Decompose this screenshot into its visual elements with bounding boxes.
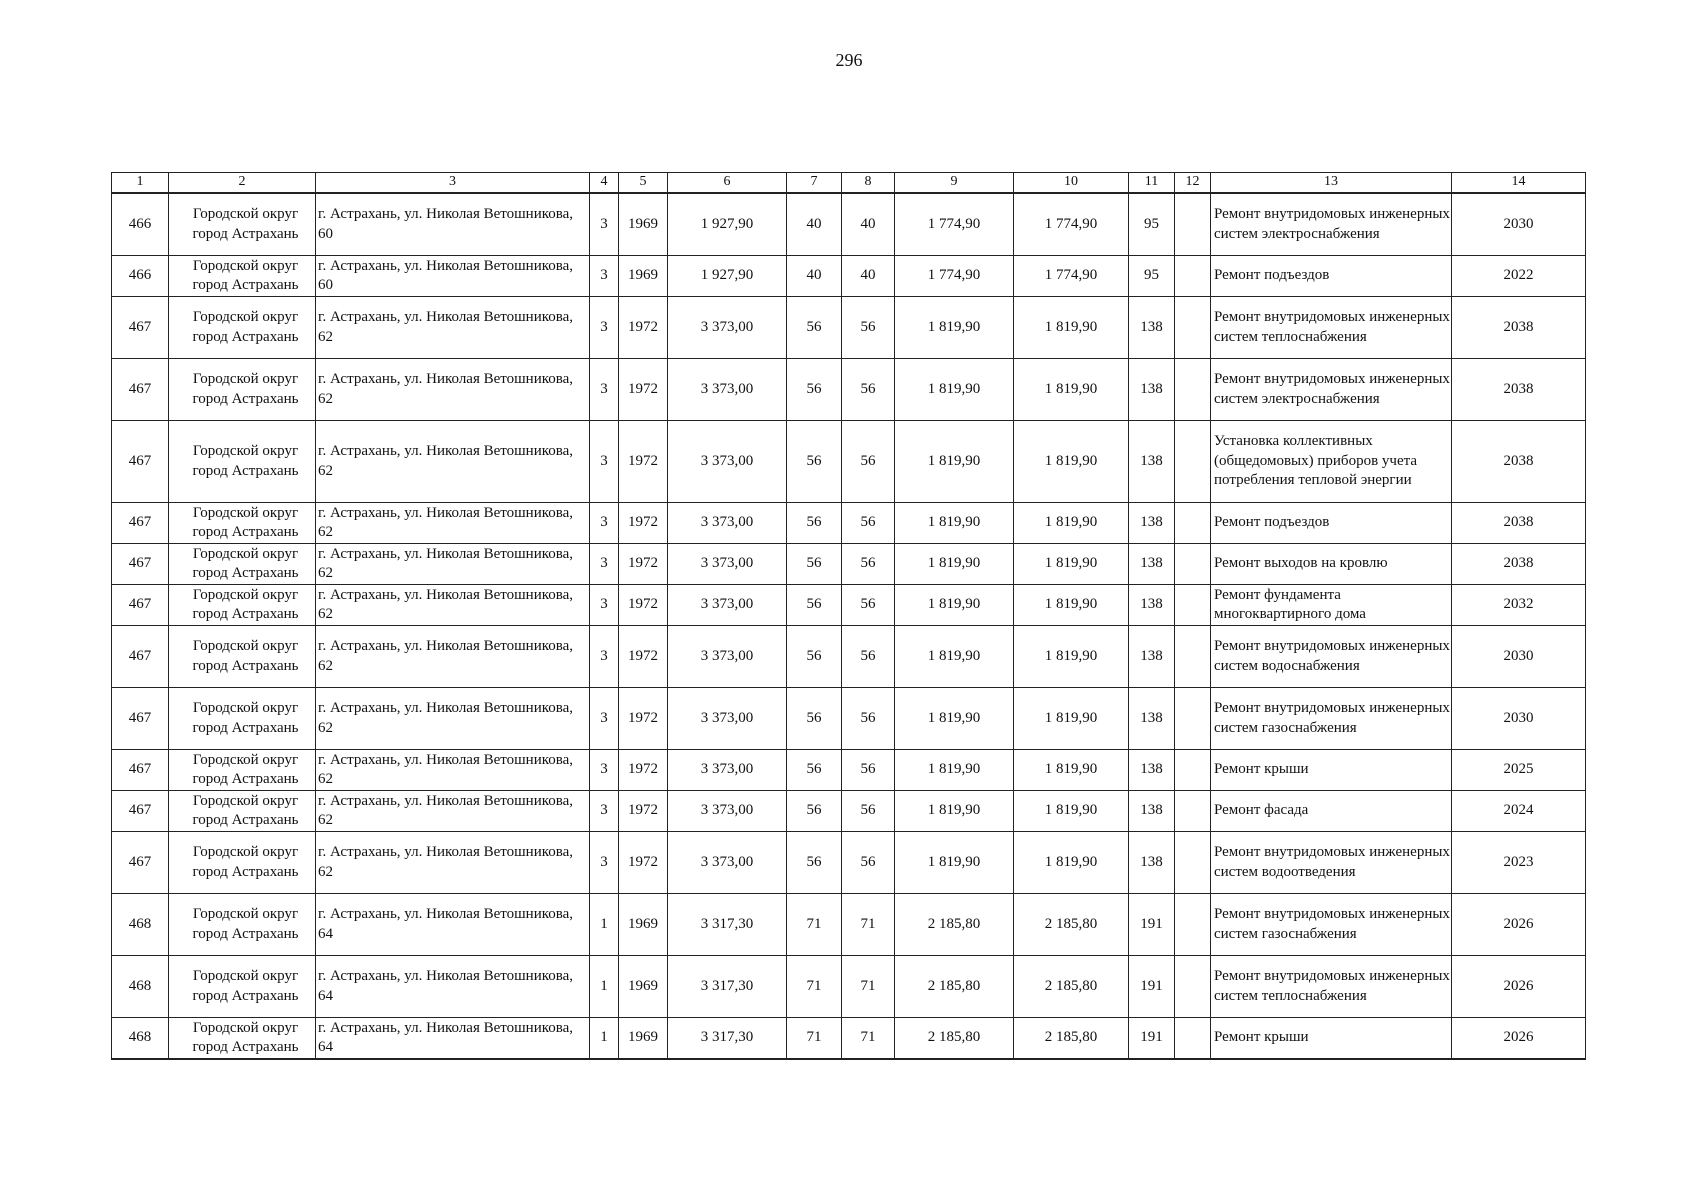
col10-cell: 1 819,90 <box>1014 585 1129 626</box>
column-header: 9 <box>895 173 1014 194</box>
col7-cell: 56 <box>787 585 842 626</box>
col10-cell: 1 819,90 <box>1014 832 1129 894</box>
row-number: 467 <box>112 544 169 585</box>
municipality-cell: Городской округ город Астрахань <box>169 750 316 791</box>
col10-cell: 2 185,80 <box>1014 956 1129 1018</box>
total-area-cell: 3 373,00 <box>668 688 787 750</box>
total-area-cell: 3 373,00 <box>668 421 787 503</box>
planned-year-cell: 2030 <box>1452 688 1586 750</box>
planned-year-cell: 2030 <box>1452 626 1586 688</box>
col10-cell: 2 185,80 <box>1014 1018 1129 1060</box>
total-area-cell: 3 373,00 <box>668 832 787 894</box>
work-type-cell: Ремонт крыши <box>1211 1018 1452 1060</box>
col11-cell: 138 <box>1129 688 1175 750</box>
col9-cell: 1 819,90 <box>895 421 1014 503</box>
planned-year-cell: 2038 <box>1452 503 1586 544</box>
address-cell: г. Астрахань, ул. Николая Ветошникова, 62 <box>316 421 590 503</box>
housing-repair-table <box>111 172 1586 1060</box>
column-header: 4 <box>590 173 619 194</box>
work-type-cell: Ремонт подъездов <box>1211 256 1452 297</box>
col12-cell <box>1175 956 1211 1018</box>
address-cell: г. Астрахань, ул. Николая Ветошникова, 64 <box>316 956 590 1018</box>
total-area-cell: 3 373,00 <box>668 626 787 688</box>
floors-cell: 3 <box>590 359 619 421</box>
work-type-cell: Ремонт фасада <box>1211 791 1452 832</box>
col12-cell <box>1175 688 1211 750</box>
floors-cell: 3 <box>590 193 619 256</box>
column-header: 2 <box>169 173 316 194</box>
column-header: 7 <box>787 173 842 194</box>
col12-cell <box>1175 894 1211 956</box>
year-cell: 1972 <box>619 585 668 626</box>
column-header: 3 <box>316 173 590 194</box>
year-cell: 1969 <box>619 256 668 297</box>
year-cell: 1972 <box>619 421 668 503</box>
col11-cell: 191 <box>1129 894 1175 956</box>
col10-cell: 1 819,90 <box>1014 544 1129 585</box>
col8-cell: 71 <box>842 894 895 956</box>
work-type-cell: Ремонт фундамента многоквартирного дома <box>1211 585 1452 626</box>
year-cell: 1969 <box>619 1018 668 1060</box>
table-row <box>112 832 1586 894</box>
row-number: 467 <box>112 750 169 791</box>
table-row <box>112 688 1586 750</box>
municipality-cell: Городской округ город Астрахань <box>169 1018 316 1060</box>
work-type-cell: Установка коллективных (общедомовых) приборов учета потребления тепловой энергии <box>1211 421 1452 503</box>
col10-cell: 1 774,90 <box>1014 193 1129 256</box>
year-cell: 1972 <box>619 297 668 359</box>
col12-cell <box>1175 256 1211 297</box>
planned-year-cell: 2026 <box>1452 956 1586 1018</box>
work-type-cell: Ремонт внутридомовых инженерных систем теплоснабжения <box>1211 956 1452 1018</box>
floors-cell: 3 <box>590 421 619 503</box>
total-area-cell: 3 373,00 <box>668 791 787 832</box>
year-cell: 1969 <box>619 956 668 1018</box>
table-row <box>112 297 1586 359</box>
planned-year-cell: 2032 <box>1452 585 1586 626</box>
col10-cell: 1 819,90 <box>1014 688 1129 750</box>
col9-cell: 1 819,90 <box>895 503 1014 544</box>
column-number-row <box>112 173 1586 194</box>
planned-year-cell: 2024 <box>1452 791 1586 832</box>
total-area-cell: 3 317,30 <box>668 1018 787 1060</box>
table-row <box>112 256 1586 297</box>
col12-cell <box>1175 544 1211 585</box>
col7-cell: 71 <box>787 1018 842 1060</box>
col7-cell: 56 <box>787 626 842 688</box>
municipality-cell: Городской округ город Астрахань <box>169 503 316 544</box>
planned-year-cell: 2026 <box>1452 1018 1586 1060</box>
work-type-cell: Ремонт внутридомовых инженерных систем газоснабжения <box>1211 688 1452 750</box>
planned-year-cell: 2038 <box>1452 297 1586 359</box>
floors-cell: 3 <box>590 544 619 585</box>
year-cell: 1972 <box>619 688 668 750</box>
col7-cell: 71 <box>787 894 842 956</box>
col8-cell: 56 <box>842 503 895 544</box>
row-number: 466 <box>112 193 169 256</box>
col10-cell: 1 819,90 <box>1014 359 1129 421</box>
row-number: 467 <box>112 585 169 626</box>
col12-cell <box>1175 1018 1211 1060</box>
address-cell: г. Астрахань, ул. Николая Ветошникова, 62 <box>316 750 590 791</box>
col7-cell: 56 <box>787 359 842 421</box>
table-row <box>112 791 1586 832</box>
col12-cell <box>1175 503 1211 544</box>
column-header: 5 <box>619 173 668 194</box>
work-type-cell: Ремонт крыши <box>1211 750 1452 791</box>
col9-cell: 1 819,90 <box>895 832 1014 894</box>
page-number: 296 <box>835 50 863 70</box>
col12-cell <box>1175 750 1211 791</box>
floors-cell: 3 <box>590 791 619 832</box>
col7-cell: 40 <box>787 256 842 297</box>
floors-cell: 3 <box>590 688 619 750</box>
col8-cell: 71 <box>842 956 895 1018</box>
floors-cell: 3 <box>590 832 619 894</box>
work-type-cell: Ремонт выходов на кровлю <box>1211 544 1452 585</box>
col11-cell: 138 <box>1129 791 1175 832</box>
col7-cell: 56 <box>787 503 842 544</box>
col8-cell: 56 <box>842 750 895 791</box>
col11-cell: 191 <box>1129 1018 1175 1060</box>
address-cell: г. Астрахань, ул. Николая Ветошникова, 62 <box>316 832 590 894</box>
col8-cell: 56 <box>842 359 895 421</box>
total-area-cell: 1 927,90 <box>668 256 787 297</box>
table-row <box>112 956 1586 1018</box>
col8-cell: 40 <box>842 256 895 297</box>
municipality-cell: Городской округ город Астрахань <box>169 688 316 750</box>
floors-cell: 3 <box>590 503 619 544</box>
col7-cell: 56 <box>787 421 842 503</box>
table-row <box>112 193 1586 256</box>
col11-cell: 138 <box>1129 750 1175 791</box>
col12-cell <box>1175 359 1211 421</box>
address-cell: г. Астрахань, ул. Николая Ветошникова, 62 <box>316 359 590 421</box>
work-type-cell: Ремонт внутридомовых инженерных систем электроснабжения <box>1211 193 1452 256</box>
year-cell: 1972 <box>619 791 668 832</box>
col9-cell: 2 185,80 <box>895 894 1014 956</box>
row-number: 467 <box>112 791 169 832</box>
col12-cell <box>1175 626 1211 688</box>
col8-cell: 56 <box>842 626 895 688</box>
col12-cell <box>1175 297 1211 359</box>
year-cell: 1972 <box>619 832 668 894</box>
floors-cell: 3 <box>590 256 619 297</box>
column-header: 13 <box>1211 173 1452 194</box>
floors-cell: 3 <box>590 626 619 688</box>
col11-cell: 138 <box>1129 297 1175 359</box>
address-cell: г. Астрахань, ул. Николая Ветошникова, 62 <box>316 503 590 544</box>
col8-cell: 71 <box>842 1018 895 1060</box>
table-row <box>112 1018 1586 1060</box>
col10-cell: 1 819,90 <box>1014 750 1129 791</box>
col12-cell <box>1175 421 1211 503</box>
col8-cell: 56 <box>842 791 895 832</box>
col10-cell: 1 819,90 <box>1014 421 1129 503</box>
address-cell: г. Астрахань, ул. Николая Ветошникова, 60 <box>316 256 590 297</box>
col9-cell: 1 819,90 <box>895 750 1014 791</box>
row-number: 467 <box>112 297 169 359</box>
work-type-cell: Ремонт внутридомовых инженерных систем газоснабжения <box>1211 894 1452 956</box>
municipality-cell: Городской округ город Астрахань <box>169 832 316 894</box>
col9-cell: 2 185,80 <box>895 1018 1014 1060</box>
floors-cell: 3 <box>590 297 619 359</box>
floors-cell: 3 <box>590 750 619 791</box>
row-number: 467 <box>112 421 169 503</box>
col10-cell: 1 774,90 <box>1014 256 1129 297</box>
row-number: 468 <box>112 956 169 1018</box>
address-cell: г. Астрахань, ул. Николая Ветошникова, 62 <box>316 585 590 626</box>
year-cell: 1972 <box>619 750 668 791</box>
row-number: 467 <box>112 503 169 544</box>
col10-cell: 1 819,90 <box>1014 791 1129 832</box>
table-row <box>112 359 1586 421</box>
row-number: 468 <box>112 1018 169 1060</box>
col7-cell: 40 <box>787 193 842 256</box>
municipality-cell: Городской округ город Астрахань <box>169 193 316 256</box>
col8-cell: 56 <box>842 297 895 359</box>
work-type-cell: Ремонт внутридомовых инженерных систем теплоснабжения <box>1211 297 1452 359</box>
table-row <box>112 750 1586 791</box>
column-header: 1 <box>112 173 169 194</box>
column-header: 6 <box>668 173 787 194</box>
col11-cell: 138 <box>1129 503 1175 544</box>
col9-cell: 1 819,90 <box>895 791 1014 832</box>
col7-cell: 56 <box>787 688 842 750</box>
row-number: 468 <box>112 894 169 956</box>
municipality-cell: Городской округ город Астрахань <box>169 256 316 297</box>
year-cell: 1972 <box>619 359 668 421</box>
total-area-cell: 3 373,00 <box>668 585 787 626</box>
planned-year-cell: 2038 <box>1452 544 1586 585</box>
year-cell: 1972 <box>619 544 668 585</box>
table-row <box>112 503 1586 544</box>
col11-cell: 138 <box>1129 585 1175 626</box>
col11-cell: 138 <box>1129 359 1175 421</box>
total-area-cell: 3 317,30 <box>668 956 787 1018</box>
work-type-cell: Ремонт внутридомовых инженерных систем электроснабжения <box>1211 359 1452 421</box>
work-type-cell: Ремонт внутридомовых инженерных систем водоснабжения <box>1211 626 1452 688</box>
col11-cell: 191 <box>1129 956 1175 1018</box>
col10-cell: 1 819,90 <box>1014 626 1129 688</box>
col9-cell: 1 819,90 <box>895 585 1014 626</box>
row-number: 467 <box>112 626 169 688</box>
col11-cell: 138 <box>1129 544 1175 585</box>
col9-cell: 1 819,90 <box>895 544 1014 585</box>
address-cell: г. Астрахань, ул. Николая Ветошникова, 62 <box>316 791 590 832</box>
municipality-cell: Городской округ город Астрахань <box>169 626 316 688</box>
col7-cell: 56 <box>787 297 842 359</box>
column-header: 8 <box>842 173 895 194</box>
municipality-cell: Городской округ город Астрахань <box>169 421 316 503</box>
planned-year-cell: 2025 <box>1452 750 1586 791</box>
total-area-cell: 3 373,00 <box>668 359 787 421</box>
col12-cell <box>1175 832 1211 894</box>
total-area-cell: 3 373,00 <box>668 750 787 791</box>
total-area-cell: 3 373,00 <box>668 297 787 359</box>
total-area-cell: 3 317,30 <box>668 894 787 956</box>
col12-cell <box>1175 585 1211 626</box>
floors-cell: 1 <box>590 894 619 956</box>
address-cell: г. Астрахань, ул. Николая Ветошникова, 62 <box>316 544 590 585</box>
col9-cell: 1 774,90 <box>895 256 1014 297</box>
col10-cell: 1 819,90 <box>1014 503 1129 544</box>
row-number: 466 <box>112 256 169 297</box>
address-cell: г. Астрахань, ул. Николая Ветошникова, 64 <box>316 894 590 956</box>
col8-cell: 40 <box>842 193 895 256</box>
floors-cell: 1 <box>590 956 619 1018</box>
year-cell: 1972 <box>619 503 668 544</box>
col9-cell: 1 819,90 <box>895 688 1014 750</box>
address-cell: г. Астрахань, ул. Николая Ветошникова, 60 <box>316 193 590 256</box>
municipality-cell: Городской округ город Астрахань <box>169 956 316 1018</box>
year-cell: 1969 <box>619 894 668 956</box>
planned-year-cell: 2030 <box>1452 193 1586 256</box>
col7-cell: 71 <box>787 956 842 1018</box>
col9-cell: 1 819,90 <box>895 359 1014 421</box>
row-number: 467 <box>112 688 169 750</box>
col7-cell: 56 <box>787 832 842 894</box>
col9-cell: 2 185,80 <box>895 956 1014 1018</box>
col8-cell: 56 <box>842 585 895 626</box>
col9-cell: 1 774,90 <box>895 193 1014 256</box>
column-header: 14 <box>1452 173 1586 194</box>
col8-cell: 56 <box>842 832 895 894</box>
work-type-cell: Ремонт подъездов <box>1211 503 1452 544</box>
col10-cell: 1 819,90 <box>1014 297 1129 359</box>
address-cell: г. Астрахань, ул. Николая Ветошникова, 62 <box>316 688 590 750</box>
address-cell: г. Астрахань, ул. Николая Ветошникова, 64 <box>316 1018 590 1060</box>
col7-cell: 56 <box>787 544 842 585</box>
planned-year-cell: 2038 <box>1452 421 1586 503</box>
address-cell: г. Астрахань, ул. Николая Ветошникова, 62 <box>316 626 590 688</box>
column-header: 12 <box>1175 173 1211 194</box>
year-cell: 1972 <box>619 626 668 688</box>
table-row <box>112 421 1586 503</box>
col12-cell <box>1175 193 1211 256</box>
planned-year-cell: 2038 <box>1452 359 1586 421</box>
total-area-cell: 3 373,00 <box>668 503 787 544</box>
municipality-cell: Городской округ город Астрахань <box>169 894 316 956</box>
col8-cell: 56 <box>842 688 895 750</box>
municipality-cell: Городской округ город Астрахань <box>169 544 316 585</box>
col11-cell: 138 <box>1129 832 1175 894</box>
column-header: 10 <box>1014 173 1129 194</box>
col11-cell: 138 <box>1129 421 1175 503</box>
municipality-cell: Городской округ город Астрахань <box>169 585 316 626</box>
col8-cell: 56 <box>842 421 895 503</box>
col11-cell: 95 <box>1129 193 1175 256</box>
col7-cell: 56 <box>787 750 842 791</box>
planned-year-cell: 2026 <box>1452 894 1586 956</box>
address-cell: г. Астрахань, ул. Николая Ветошникова, 62 <box>316 297 590 359</box>
col8-cell: 56 <box>842 544 895 585</box>
floors-cell: 1 <box>590 1018 619 1060</box>
table-row <box>112 894 1586 956</box>
table-row <box>112 544 1586 585</box>
planned-year-cell: 2023 <box>1452 832 1586 894</box>
col9-cell: 1 819,90 <box>895 626 1014 688</box>
municipality-cell: Городской округ город Астрахань <box>169 791 316 832</box>
total-area-cell: 3 373,00 <box>668 544 787 585</box>
col7-cell: 56 <box>787 791 842 832</box>
row-number: 467 <box>112 832 169 894</box>
col11-cell: 95 <box>1129 256 1175 297</box>
col11-cell: 138 <box>1129 626 1175 688</box>
col12-cell <box>1175 791 1211 832</box>
column-header: 11 <box>1129 173 1175 194</box>
work-type-cell: Ремонт внутридомовых инженерных систем водоотведения <box>1211 832 1452 894</box>
row-number: 467 <box>112 359 169 421</box>
table-row <box>112 626 1586 688</box>
table-row <box>112 585 1586 626</box>
year-cell: 1969 <box>619 193 668 256</box>
floors-cell: 3 <box>590 585 619 626</box>
municipality-cell: Городской округ город Астрахань <box>169 297 316 359</box>
total-area-cell: 1 927,90 <box>668 193 787 256</box>
municipality-cell: Городской округ город Астрахань <box>169 359 316 421</box>
planned-year-cell: 2022 <box>1452 256 1586 297</box>
col10-cell: 2 185,80 <box>1014 894 1129 956</box>
col9-cell: 1 819,90 <box>895 297 1014 359</box>
